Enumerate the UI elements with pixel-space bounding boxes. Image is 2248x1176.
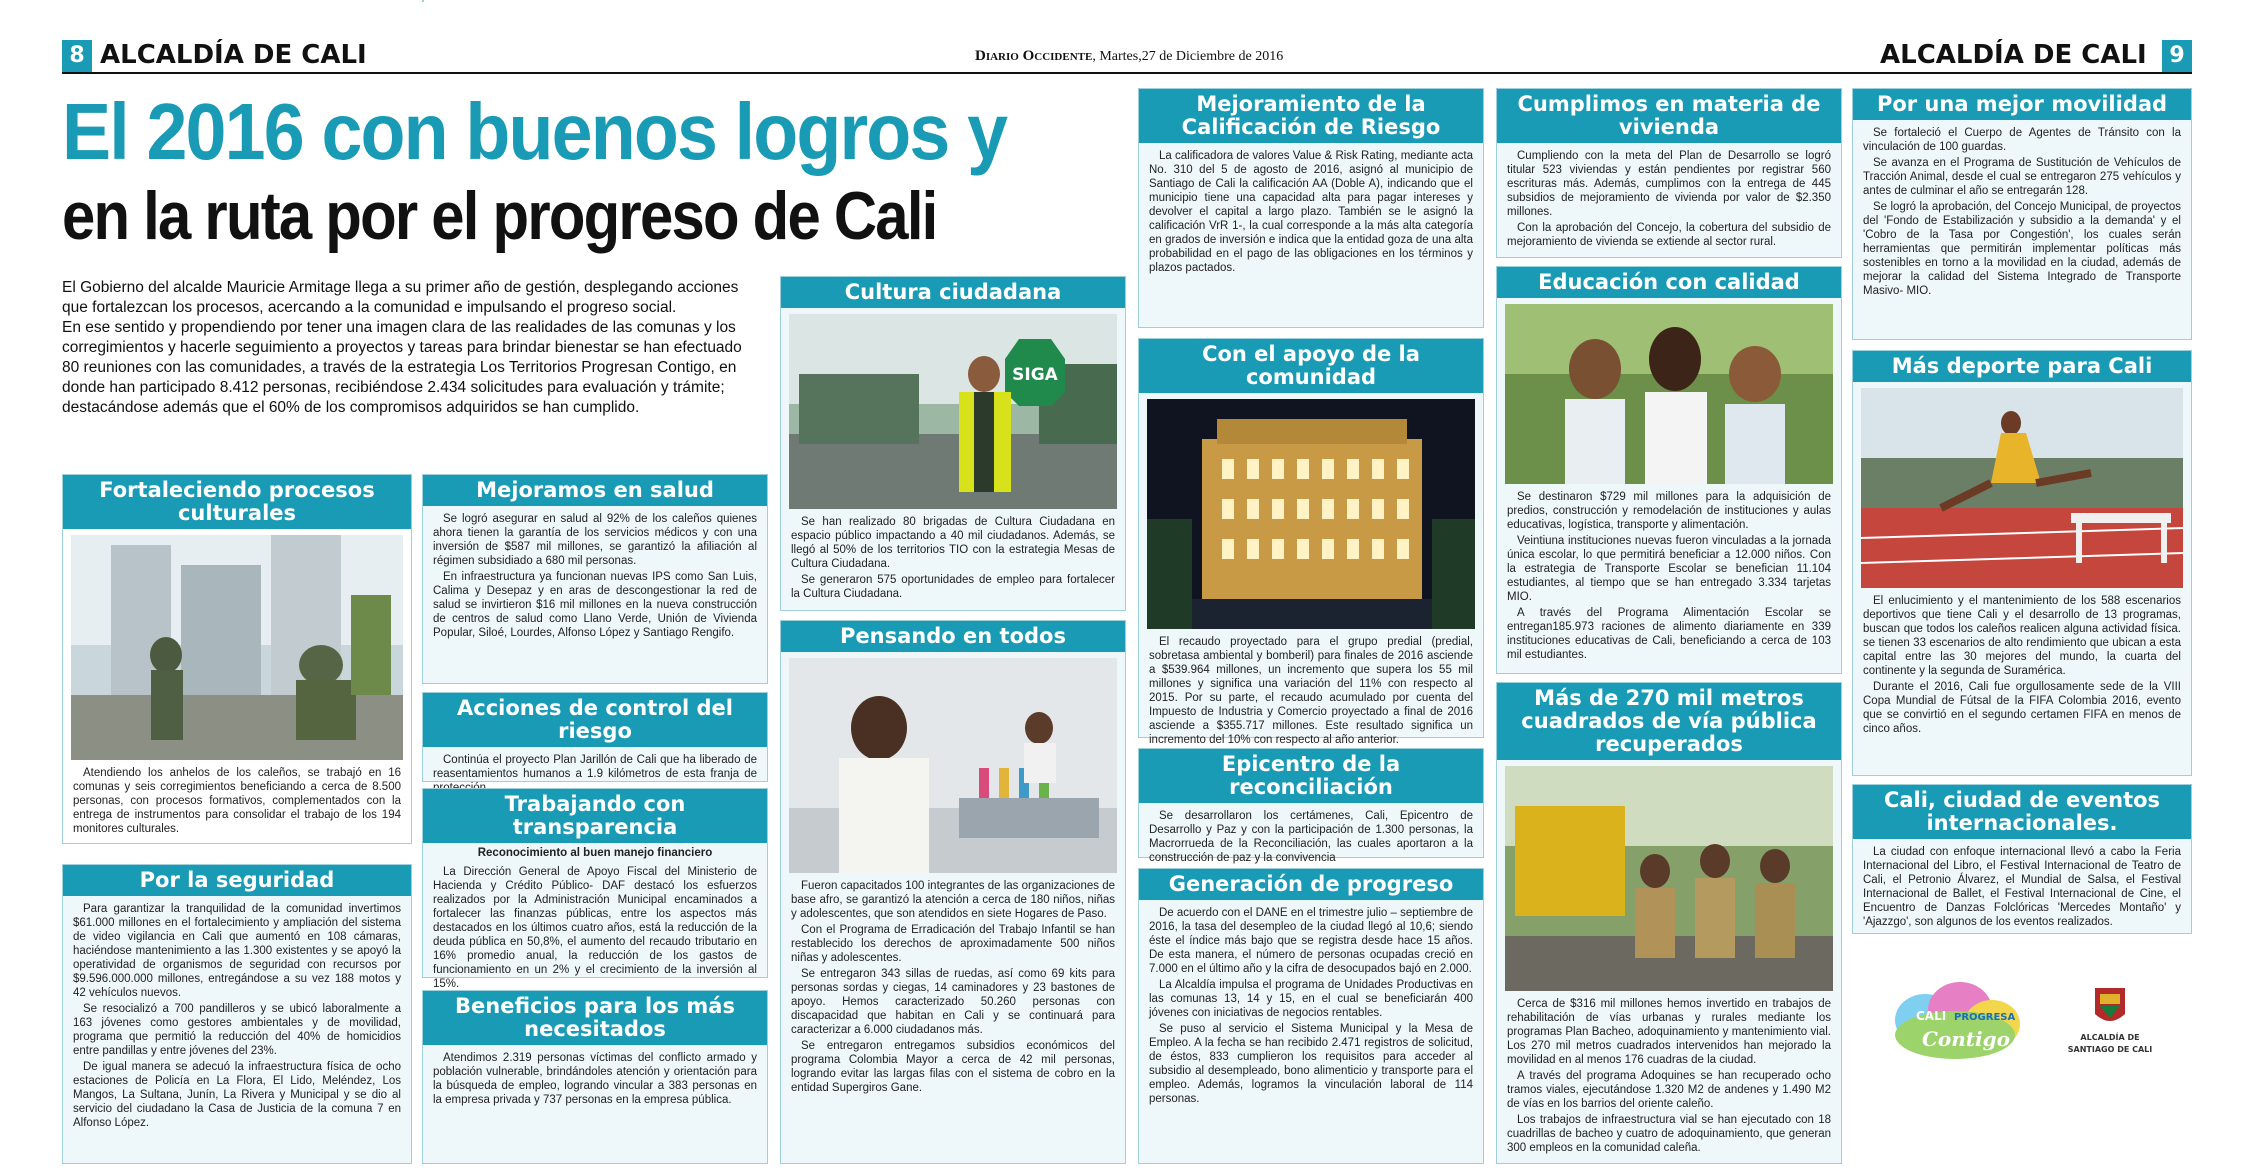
section-title: Mejoramos en salud bbox=[423, 475, 767, 506]
paragraph: Se resocializó a 700 pandilleros y se ubicó laboralmente a 163 jóvenes como gestores ambientales y de movilidad, programa que permitió la reducción del 40% de homicidios entre pandillas y entre jóvenes del 23%. bbox=[73, 1003, 401, 1057]
section-epicentro bbox=[1138, 748, 1484, 864]
section-title: Cultura ciudadana bbox=[781, 277, 1125, 308]
right-section-title: ALCALDÍA DE CALI bbox=[1880, 40, 2147, 70]
section-body bbox=[423, 1045, 767, 1115]
section-via-publica bbox=[1496, 682, 1842, 1164]
paragraph: La calificadora de valores Value & Risk Rating, mediante acta No. 310 del 5 de agosto de 2016, asignó al municipio de Santiago de Cali la calificación AA (Doble A), indicando que el municipio tiene una capacidad alta para pagar intereses y devolver el capital a largo plazo. También se le asignó la calificación VrR 1-, la cual corresponde a la más alta categoría en grados de inversión e indica que la entidad goza de una alta probabilidad en el pago de las obligaciones en los términos y plazos pactados. bbox=[1149, 150, 1473, 274]
unused bbox=[422, 0, 424, 2]
paragraph: Con el Programa de Erradicación del Trabajo Infantil se han restablecido los derechos de aproximadamente 500 niños niñas y adolescentes. bbox=[791, 924, 1115, 964]
contigo-logo-text: Contigo bbox=[1922, 1027, 2010, 1051]
section-beneficios bbox=[422, 990, 768, 1164]
section-vivienda bbox=[1496, 88, 1842, 258]
paragraph: Se fortaleció el Cuerpo de Agentes de Tránsito con la vinculación de 100 guardas. bbox=[1863, 127, 2181, 153]
paragraph: Atendimos 2.319 personas víctimas del conflicto armado y población vulnerable, brindándoles atención y orientación para la búsqueda de empleo, logrando vincular a 383 personas en la empresa privada y 737 personas en la empresa pública. bbox=[433, 1052, 757, 1106]
section-body bbox=[1497, 143, 1841, 257]
paragraph: A través del Programa Alimentación Escolar se entregan185.973 raciones de alimento diariamente en 339 instituciones educativas de Cali, beneficiando a cerca de 103 mil estudiantes. bbox=[1507, 607, 1831, 661]
headline-line-2: en la ruta por el progreso de Cali bbox=[62, 178, 937, 254]
paragraph: El enlucimiento y el mantenimiento de los 588 escenarios deportivos que tiene Cali y el desarrollo de 13 programas, buscan que todos los caleños realicen alguna actividad física. se tienen 33 escenarios de alto rendimiento que ubican a esta capital entre las 30 mejores del mundo, la cuarta del continente y la segunda de Suramérica. bbox=[1863, 595, 2181, 677]
paragraph: Se entregaron 343 sillas de ruedas, así como 69 kits para personas sordas y ciegas, 14 caminadores y 23 bastones de apoyo. Hemos caracterizado 50.260 personas con discapacidad que habitan en Cali y se continuará para caracterizar a 6.000 ciudadanos más. bbox=[791, 968, 1115, 1036]
section-title: Epicentro de la reconciliación bbox=[1139, 749, 1483, 803]
paragraph: Cumpliendo con la meta del Plan de Desarrollo se logró titular 523 viviendas y están pendientes por registrar 560 escrituras más. Además, cumplimos con la entrega de 445 subsidios de mejoramiento de vivienda por valor de $2.350 millones. bbox=[1507, 150, 1831, 218]
section-body bbox=[423, 859, 767, 999]
section-title: Beneficios para los más necesitados bbox=[423, 991, 767, 1045]
section-subtitle: Reconocimiento al buen manejo financiero bbox=[477, 847, 713, 859]
section-body bbox=[781, 873, 1125, 1103]
section-body bbox=[1139, 143, 1483, 283]
paragraph: Fueron capacitados 100 integrantes de las organizaciones de base afro, se garantizó la atención a cerca de 180 niños, niñas y adolescentes, que son atendidos en siete Hogares de Paso. bbox=[791, 880, 1115, 920]
paragraph: Para garantizar la tranquilidad de la comunidad invertimos $61.000 millones en el fortalecimiento y ampliación del sistema de video vigilancia en Cali que aumentó en 108 cámaras, haciéndose mantenimiento a las 1.300 existentes y se apoyó la operatividad de organismos de seguridad con recursos por $9.596.000.000 millones, entregándose a su vez 188 motos y 42 vehículos nuevos. bbox=[73, 903, 401, 999]
statues-photo bbox=[71, 535, 403, 760]
headline-line-1: El 2016 con buenos logros y bbox=[62, 87, 1007, 176]
students-photo bbox=[1505, 304, 1833, 484]
section-movilidad bbox=[1852, 88, 2192, 340]
section-body bbox=[1139, 900, 1483, 1114]
section-title: Pensando en todos bbox=[781, 621, 1125, 652]
paragraph: Se generaron 575 oportunidades de empleo para fortalecer la Cultura Ciudadana. bbox=[791, 574, 1115, 600]
section-title: Mejoramiento de la Calificación de Riesgo bbox=[1139, 89, 1483, 143]
paragraph: Atendiendo los anhelos de los caleños, se trabajó en 16 comunas y seis corregimientos beneficiando a cerca de 8.500 personas, con procesos formativos, complementados con la entrega de instrumentos para consolidar el trabajo de los 194 monitores culturales. bbox=[73, 767, 401, 835]
section-control-riesgo bbox=[422, 692, 768, 782]
publication-date: , Martes,27 de Diciembre de 2016 bbox=[1092, 49, 1284, 64]
paragraph: Con la aprobación del Concejo, la cobertura del subsidio de mejoramiento de vivienda se extiende al sector rural. bbox=[1507, 222, 1831, 248]
section-title: Trabajando con transparencia bbox=[423, 789, 767, 843]
section-title: Por una mejor movilidad bbox=[1853, 89, 2191, 120]
section-cultura bbox=[780, 276, 1126, 611]
paragraph: La ciudad con enfoque internacional llevó a cabo la Feria Internacional del Libro, el Festival Internacional de Teatro de Cali, el Petronio Álvarez, el Mundial de Salsa, el Festival Internacional de Ballet, el Festival Internacional de Cine, el Encuentro de Danzas Folclóricas 'Mercedes Montaño' y 'Ajazzgo', son algunos de los eventos realizados. bbox=[1863, 846, 2181, 928]
paragraph: La Dirección General de Apoyo Fiscal del Ministerio de Hacienda y Crédito Público- DAF destacó los esfuerzos realizados por la Administración Municipal encaminados a fortalecer las finanzas públicas, entre los aspectos más destacados en los últimos cuatro años, está la reducción de la deuda pública en 50,8%, el aumento del recaudo tributario en 16% promedio anual, la reducción de los gastos de funcionamiento en un 2% y el crecimiento de la inversión al 15%. bbox=[433, 866, 757, 990]
cali-progresa-logo bbox=[1880, 980, 2030, 1070]
section-body bbox=[781, 509, 1125, 609]
pensando-photo bbox=[789, 658, 1117, 873]
paragraph: Se han realizado 80 brigadas de Cultura Ciudadana en espacio público impactando a 40 mil ciudadanos. Además, se llegó al 50% de los territorios TIO con la estrategia Mesas de Cultura Ciudadana. bbox=[791, 516, 1115, 570]
section-body bbox=[1853, 120, 2191, 306]
section-title: Más deporte para Cali bbox=[1853, 351, 2191, 382]
section-title: Cali, ciudad de eventos internacionales. bbox=[1853, 785, 2191, 839]
section-body bbox=[1139, 803, 1483, 873]
section-transparencia bbox=[422, 788, 768, 990]
paragraph: Se logró asegurar en salud al 92% de los caleños quienes ahora tienen la garantía de los servicios médicos y con una inversión de $587 mil millones, se garantizó la afiliación al régimen subsidiado a 680 mil personas. bbox=[433, 513, 757, 567]
paragraph: Se avanza en el Programa de Sustitución de Vehículos de Tracción Animal, desde el cual se entregaron 275 vehículos y antes de culminar el año se entregarán 128. bbox=[1863, 157, 2181, 197]
section-title: Fortaleciendo procesos culturales bbox=[63, 475, 411, 529]
section-body bbox=[1497, 991, 1841, 1163]
section-title: Acciones de control del riesgo bbox=[423, 693, 767, 747]
paragraph: De igual manera se adecuó la infraestructura física de ocho estaciones de Policía en La Flora, El Lido, Meléndez, Los Mangos, La Sultana, Junín, La Rivera y Municipal y se dio al servicio del ciudadano la Casa de Justicia de la comuna 7 en Alfonso López. bbox=[73, 1061, 401, 1129]
paragraph: Continúa el proyecto Plan Jarillón de Cali que ha liberado de reasentamientos humanos a 1.9 kilómetros de esta franja de bbox=[433, 754, 757, 780]
section-educacion bbox=[1496, 266, 1842, 674]
cali-logo-text: CALI bbox=[1916, 1009, 1947, 1023]
section-pensando bbox=[780, 620, 1126, 1164]
paragraph: Veintiuna instituciones nuevas fueron vinculadas a la jornada única escolar, lo que permitirá beneficiar a 12.000 niños. Con la estrategia de Transporte Escolar se benefician 11.104 estudiantes, al tiempo que se han entregado 3.334 tarjetas MIO. bbox=[1507, 535, 1831, 603]
section-body bbox=[423, 506, 767, 648]
progresa-logo-text: PROGRESA bbox=[1954, 1012, 2016, 1023]
intro-text bbox=[62, 278, 762, 418]
section-eventos bbox=[1852, 784, 2192, 934]
paragraph: Durante el 2016, Cali fue orgullosamente sede de la VIII Copa Mundial de Fútsal de la FIFA Colombia 2016, evento que se convirtió en el segundo certamen FIFA en menos de cinco años. bbox=[1863, 681, 2181, 735]
paragraph: Los trabajos de infraestructura vial se han ejecutado con 18 cuadrillas de bacheo y cuatro de adoquinamiento, que generan 300 empleos en la comunidad caleña. bbox=[1507, 1114, 1831, 1154]
section-salud bbox=[422, 474, 768, 684]
right-page-number: 9 bbox=[2162, 40, 2192, 72]
section-seguridad bbox=[62, 864, 412, 1164]
section-body bbox=[63, 760, 411, 844]
alcaldia-logo-line2: SANTIAGO DE CALI bbox=[2067, 1045, 2153, 1054]
section-title: Generación de progreso bbox=[1139, 869, 1483, 900]
siga-sign-text: SIGA bbox=[1012, 365, 1058, 385]
newspaper-name: Diario Occidente bbox=[975, 48, 1093, 64]
alcaldia-logo-line1: ALCALDÍA DE bbox=[2080, 1033, 2140, 1042]
section-title: Cumplimos en materia de vivienda bbox=[1497, 89, 1841, 143]
paragraph: En infraestructura ya funcionan nuevas IPS como San Luis, Calima y Desepaz y en aras de descongestionar la red de salud se invirtieron $16 mil millones en la nueva construcción de centros de salud como Llano Verde, Unión de Vivienda Popular, Siloé, Lourdes, Alfonso López y Santiago Rengifo. bbox=[433, 571, 757, 639]
section-progreso bbox=[1138, 868, 1484, 1164]
section-title: Educación con calidad bbox=[1497, 267, 1841, 298]
paragraph: Se desarrollaron los certámenes, Cali, Epicentro de Desarrollo y Paz y con la participación de 1.300 personas, la Macrorrueda de la Reconciliación, las cuales aportaron a la construcción de paz y la convivencia bbox=[1149, 810, 1473, 864]
workers-photo bbox=[1505, 766, 1833, 991]
paragraph: La Alcaldía impulsa el programa de Unidades Productivas en las comunas 13, 14 y 15, en el cual se beneficiarán 400 jóvenes con iniciativas de negocios rentables. bbox=[1149, 979, 1473, 1019]
section-apoyo bbox=[1138, 338, 1484, 746]
paragraph: De acuerdo con el DANE en el trimestre julio – septiembre de 2016, la tasa del desempleo de la ciudad llegó al 10,6; siendo éste el índice más bajo que se registra desde hace 15 años. De esta manera, el número de personas ocupadas creció en 7.000 en el último año y la cifra de desocupados bajó en 2.000. bbox=[1149, 907, 1473, 975]
section-calificacion bbox=[1138, 88, 1484, 328]
section-deporte bbox=[1852, 350, 2192, 776]
paragraph: Se logró la aprobación, del Concejo Municipal, de proyectos del 'Fondo de Estabilización y subsidio a la demanda' y el 'Cobro de la Tasa por Congestión', los cuales serán herramientas que permitirán implementar políticas más sostenibles en torno a la movilidad en la ciudad, además de mejorar la calidad del Sistema Integrado de Transporte Masivo- MIO. bbox=[1863, 201, 2181, 297]
intro-paragraph: El Gobierno del alcalde Mauricie Armitage llega a su primer año de gestión, desplegando acciones que fortalezcan los procesos, acercando a la comunidad e impulsando el progreso social. bbox=[62, 279, 739, 316]
masthead-rule bbox=[62, 72, 2192, 74]
section-body bbox=[1139, 629, 1483, 755]
paragraph: El recaudo proyectado para el grupo predial (predial, sobretasa ambiental y bomberil) para finales de 2016 asciende a $539.964 millones, un incremento que supera los 55 mil millones y significa una variación del 11% con respecto al 2015. Por su parte, el recaudo acumulado por cuenta del Impuesto de Industria y Comercio proyectado a final de 2016 asciende a $355.717 millones. Este resultado significa un incremento del 10% con respecto al año anterior. bbox=[1149, 636, 1473, 746]
left-page-number: 8 bbox=[62, 40, 92, 72]
section-title: Con el apoyo de la comunidad bbox=[1139, 339, 1483, 393]
alcaldia-logo bbox=[2050, 984, 2170, 1064]
paragraph: Se puso al servicio el Sistema Municipal y la Mesa de Empleo. A la fecha se han recibido 2.471 registros de solicitud, de éstos, 833 cumplieron los requisitos para acceder al subsidio al desempleado, bono alimenticio y transporte para el empleo. Además, logramos la vinculación laboral de 114 personas. bbox=[1149, 1023, 1473, 1105]
section-title: Más de 270 mil metros cuadrados de vía pública recuperados bbox=[1497, 683, 1841, 760]
building-photo bbox=[1147, 399, 1475, 629]
section-fortaleciendo bbox=[62, 474, 412, 844]
paragraph: A través del programa Adoquines se han recuperado ocho tramos viales, ejecutándose 1.320 M2 de andenes y 1.490 M2 de vías en los barrios del oriente caleño. bbox=[1507, 1070, 1831, 1110]
section-body bbox=[1853, 839, 2191, 937]
paragraph: Cerca de $316 mil millones hemos invertido en trabajos de rehabilitación de vías urbanas y rurales mediante los programas Plan Bacheo, adoquinamiento y mantenimiento vial. Los 270 mil metros cuadrados intervenidos han mejorado la movilidad en al menos 176 cuadras de la ciudad. bbox=[1507, 998, 1831, 1066]
left-section-title: ALCALDÍA DE CALI bbox=[100, 40, 367, 70]
paragraph: Se destinaron $729 mil millones para la adquisición de predios, construcción y remodelación de instituciones y aulas educativas, logística, transporte y alimentación. bbox=[1507, 491, 1831, 531]
section-body bbox=[1853, 588, 2191, 744]
section-body bbox=[63, 896, 411, 1138]
intro-paragraph: En ese sentido y propendiendo por tener una imagen clara de las realidades de las comunas y los corregimientos y hacerle seguimiento a proyectos y tareas para brindar bienestar se han efectuado 80 reuniones con las comunidades, a través de la estrategia Los Territorios Progresan Contigo, en donde han participado 8.412 personas, recibiéndose 2.434 solicitudes para evaluación y trámite; destacándose además que el 60% de los compromisos adquiridos se han cumplido. bbox=[62, 319, 742, 416]
section-body bbox=[1497, 484, 1841, 670]
cultura-photo bbox=[789, 314, 1117, 509]
dateline bbox=[975, 48, 1283, 65]
athlete-photo bbox=[1861, 388, 2183, 588]
section-title: Por la seguridad bbox=[63, 865, 411, 896]
paragraph: Se entregaron entregamos subsidios económicos del programa Colombia Mayor a cerca de 42 mil personas, logrando evitar las largas filas con el sistema de cobro en la entidad Supergiros Gane. bbox=[791, 1040, 1115, 1094]
